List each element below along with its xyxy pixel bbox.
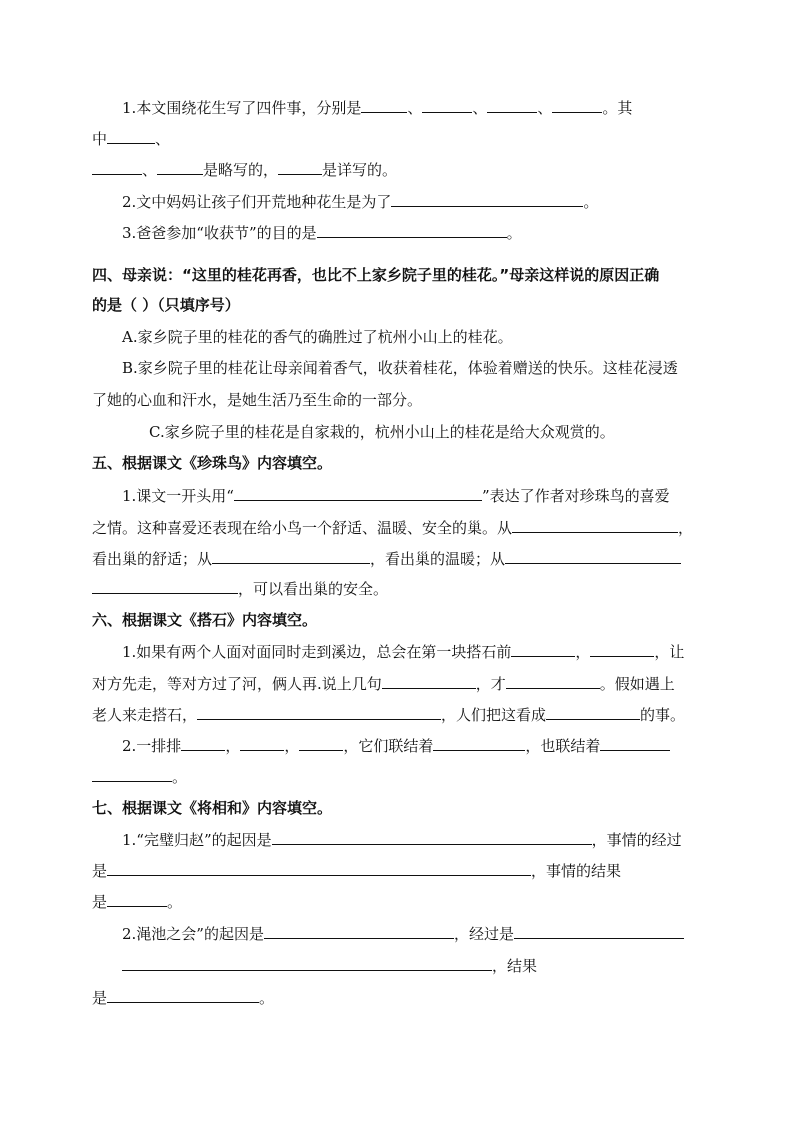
q7-line3: 是 。 (92, 893, 183, 911)
q3-item2: 2.文中妈妈让孩子们开荒地种花生是为了 。 (122, 193, 599, 211)
blank[interactable] (422, 97, 472, 113)
q5-line2: 之情。这种喜爱还表现在给小鸟一个舒适、温暖、安全的巢。从 ， (92, 519, 694, 537)
q3-item1-line1: 1.本文围绕花生写了四件事，分别是 、 、 、 。其 (122, 99, 633, 117)
q6-line2: 对方先走，等对方过了河，俩人再.说上几句 ，才 。假如遇上 (92, 675, 675, 693)
q4-option-b-line1: B.家乡院子里的桂花让母亲闻着香气，收获着桂花，体验着赠送的快乐。这桂花浸透 (122, 359, 678, 377)
blank[interactable] (299, 735, 343, 751)
blank[interactable] (600, 735, 670, 751)
q6-line1: 1.如果有两个人面对面同时走到溪边，总会在第一块搭石前 ， ，让 (122, 643, 685, 661)
q7-line6: 是 。 (92, 989, 275, 1007)
q5-line4: ，可以看出巢的安全。 (92, 578, 388, 599)
blank[interactable] (361, 97, 407, 113)
blank[interactable] (107, 128, 155, 144)
blank[interactable] (506, 673, 600, 689)
blank[interactable] (240, 735, 284, 751)
blank[interactable] (107, 891, 167, 907)
blank[interactable] (92, 766, 172, 782)
q6-line3: 老人来走搭石， ，人们把这看成 的事。 (92, 706, 686, 724)
blank[interactable] (317, 222, 507, 238)
q7-line5: ，结果 (122, 955, 537, 976)
q5-line1: 1.课文一开头用“ ”表达了作者对珍珠鸟的喜爱 (122, 487, 670, 505)
blank[interactable] (590, 641, 654, 657)
blank[interactable] (92, 578, 238, 594)
blank[interactable] (552, 97, 602, 113)
q3-item1-line3: 、 是略写的， 是详写的。 (92, 159, 397, 180)
blank[interactable] (487, 97, 537, 113)
blank[interactable] (107, 860, 531, 876)
blank[interactable] (512, 517, 678, 533)
q7-line4: 2.渑池之会”的起因是 ，经过是 (122, 923, 684, 944)
q3-item3: 3.爸爸参加“收获节”的目的是 。 (122, 224, 522, 242)
q7-line2: 是 ，事情的结果 (92, 862, 622, 880)
q6-line5: 。 (92, 766, 187, 787)
blank[interactable] (514, 923, 684, 939)
q5-line3: 看出巢的舒适；从 ，看出巢的温暖；从 (92, 548, 681, 569)
blank[interactable] (234, 485, 482, 501)
q3-item1-line2: 中 、 (92, 130, 171, 148)
q4-option-c: C.家乡院子里的桂花是自家栽的，杭州小山上的桂花是给大众观赏的。 (149, 423, 615, 441)
blank[interactable] (433, 735, 525, 751)
blank[interactable] (212, 548, 370, 564)
blank[interactable] (264, 923, 454, 939)
blank[interactable] (382, 673, 476, 689)
blank[interactable] (181, 735, 225, 751)
blank[interactable] (272, 829, 592, 845)
blank[interactable] (546, 704, 640, 720)
q4-title-line2: 的是（ ）（只填序号） (92, 296, 240, 314)
q4-option-b-line2: 了她的心血和汗水，是她生活乃至生命的一部分。 (92, 391, 423, 409)
blank[interactable] (92, 159, 142, 175)
blank[interactable] (157, 159, 203, 175)
q4-title-line1: 四、母亲说：“这里的桂花再香，也比不上家乡院子里的桂花。”母亲这样说的原因正确 (92, 266, 660, 284)
q4-option-a: A.家乡院子里的桂花的香气的确胜过了杭州小山上的桂花。 (122, 328, 513, 346)
blank[interactable] (122, 955, 492, 971)
q6-line4: 2.一排排 ， ， ，它们联结着 ，也联结着 (122, 735, 670, 756)
blank[interactable] (391, 191, 583, 207)
q5-title: 五、根据课文《珍珠鸟》内容填空。 (92, 454, 333, 472)
q7-title: 七、根据课文《将相和》内容填空。 (92, 799, 333, 817)
blank[interactable] (505, 548, 681, 564)
q7-line1: 1.“完璧归赵”的起因是 ，事情的经过 (122, 831, 682, 849)
blank[interactable] (197, 704, 441, 720)
blank[interactable] (511, 641, 575, 657)
blank[interactable] (107, 987, 259, 1003)
q6-title: 六、根据课文《搭石》内容填空。 (92, 611, 318, 629)
blank[interactable] (278, 159, 322, 175)
